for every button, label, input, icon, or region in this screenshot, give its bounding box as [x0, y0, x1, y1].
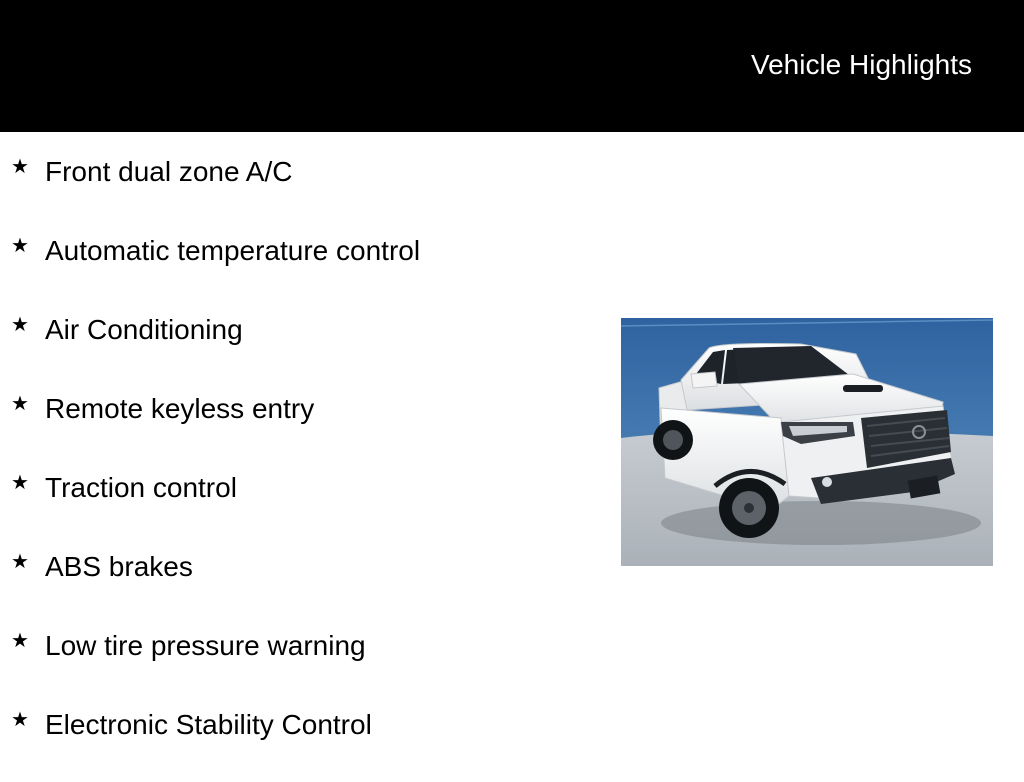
feature-label: Traction control: [45, 472, 237, 503]
feature-label: ABS brakes: [45, 551, 193, 582]
star-icon: ★: [11, 709, 29, 731]
star-icon: ★: [11, 156, 29, 178]
feature-label: Air Conditioning: [45, 314, 243, 345]
star-icon: ★: [11, 393, 29, 415]
header-bar: [0, 0, 1024, 132]
feature-label: Electronic Stability Control: [45, 709, 372, 740]
star-icon: ★: [11, 314, 29, 336]
feature-label: Low tire pressure warning: [45, 630, 366, 661]
star-icon: ★: [11, 235, 29, 257]
star-icon: ★: [11, 630, 29, 652]
page-title: Vehicle Highlights: [750, 49, 972, 80]
star-icon: ★: [11, 472, 29, 494]
star-icon: ★: [11, 551, 29, 573]
vehicle-photo[interactable]: [621, 318, 993, 566]
feature-label: Automatic temperature control: [45, 235, 421, 266]
feature-label: Front dual zone A/C: [45, 156, 293, 187]
feature-label: Remote keyless entry: [45, 393, 315, 424]
